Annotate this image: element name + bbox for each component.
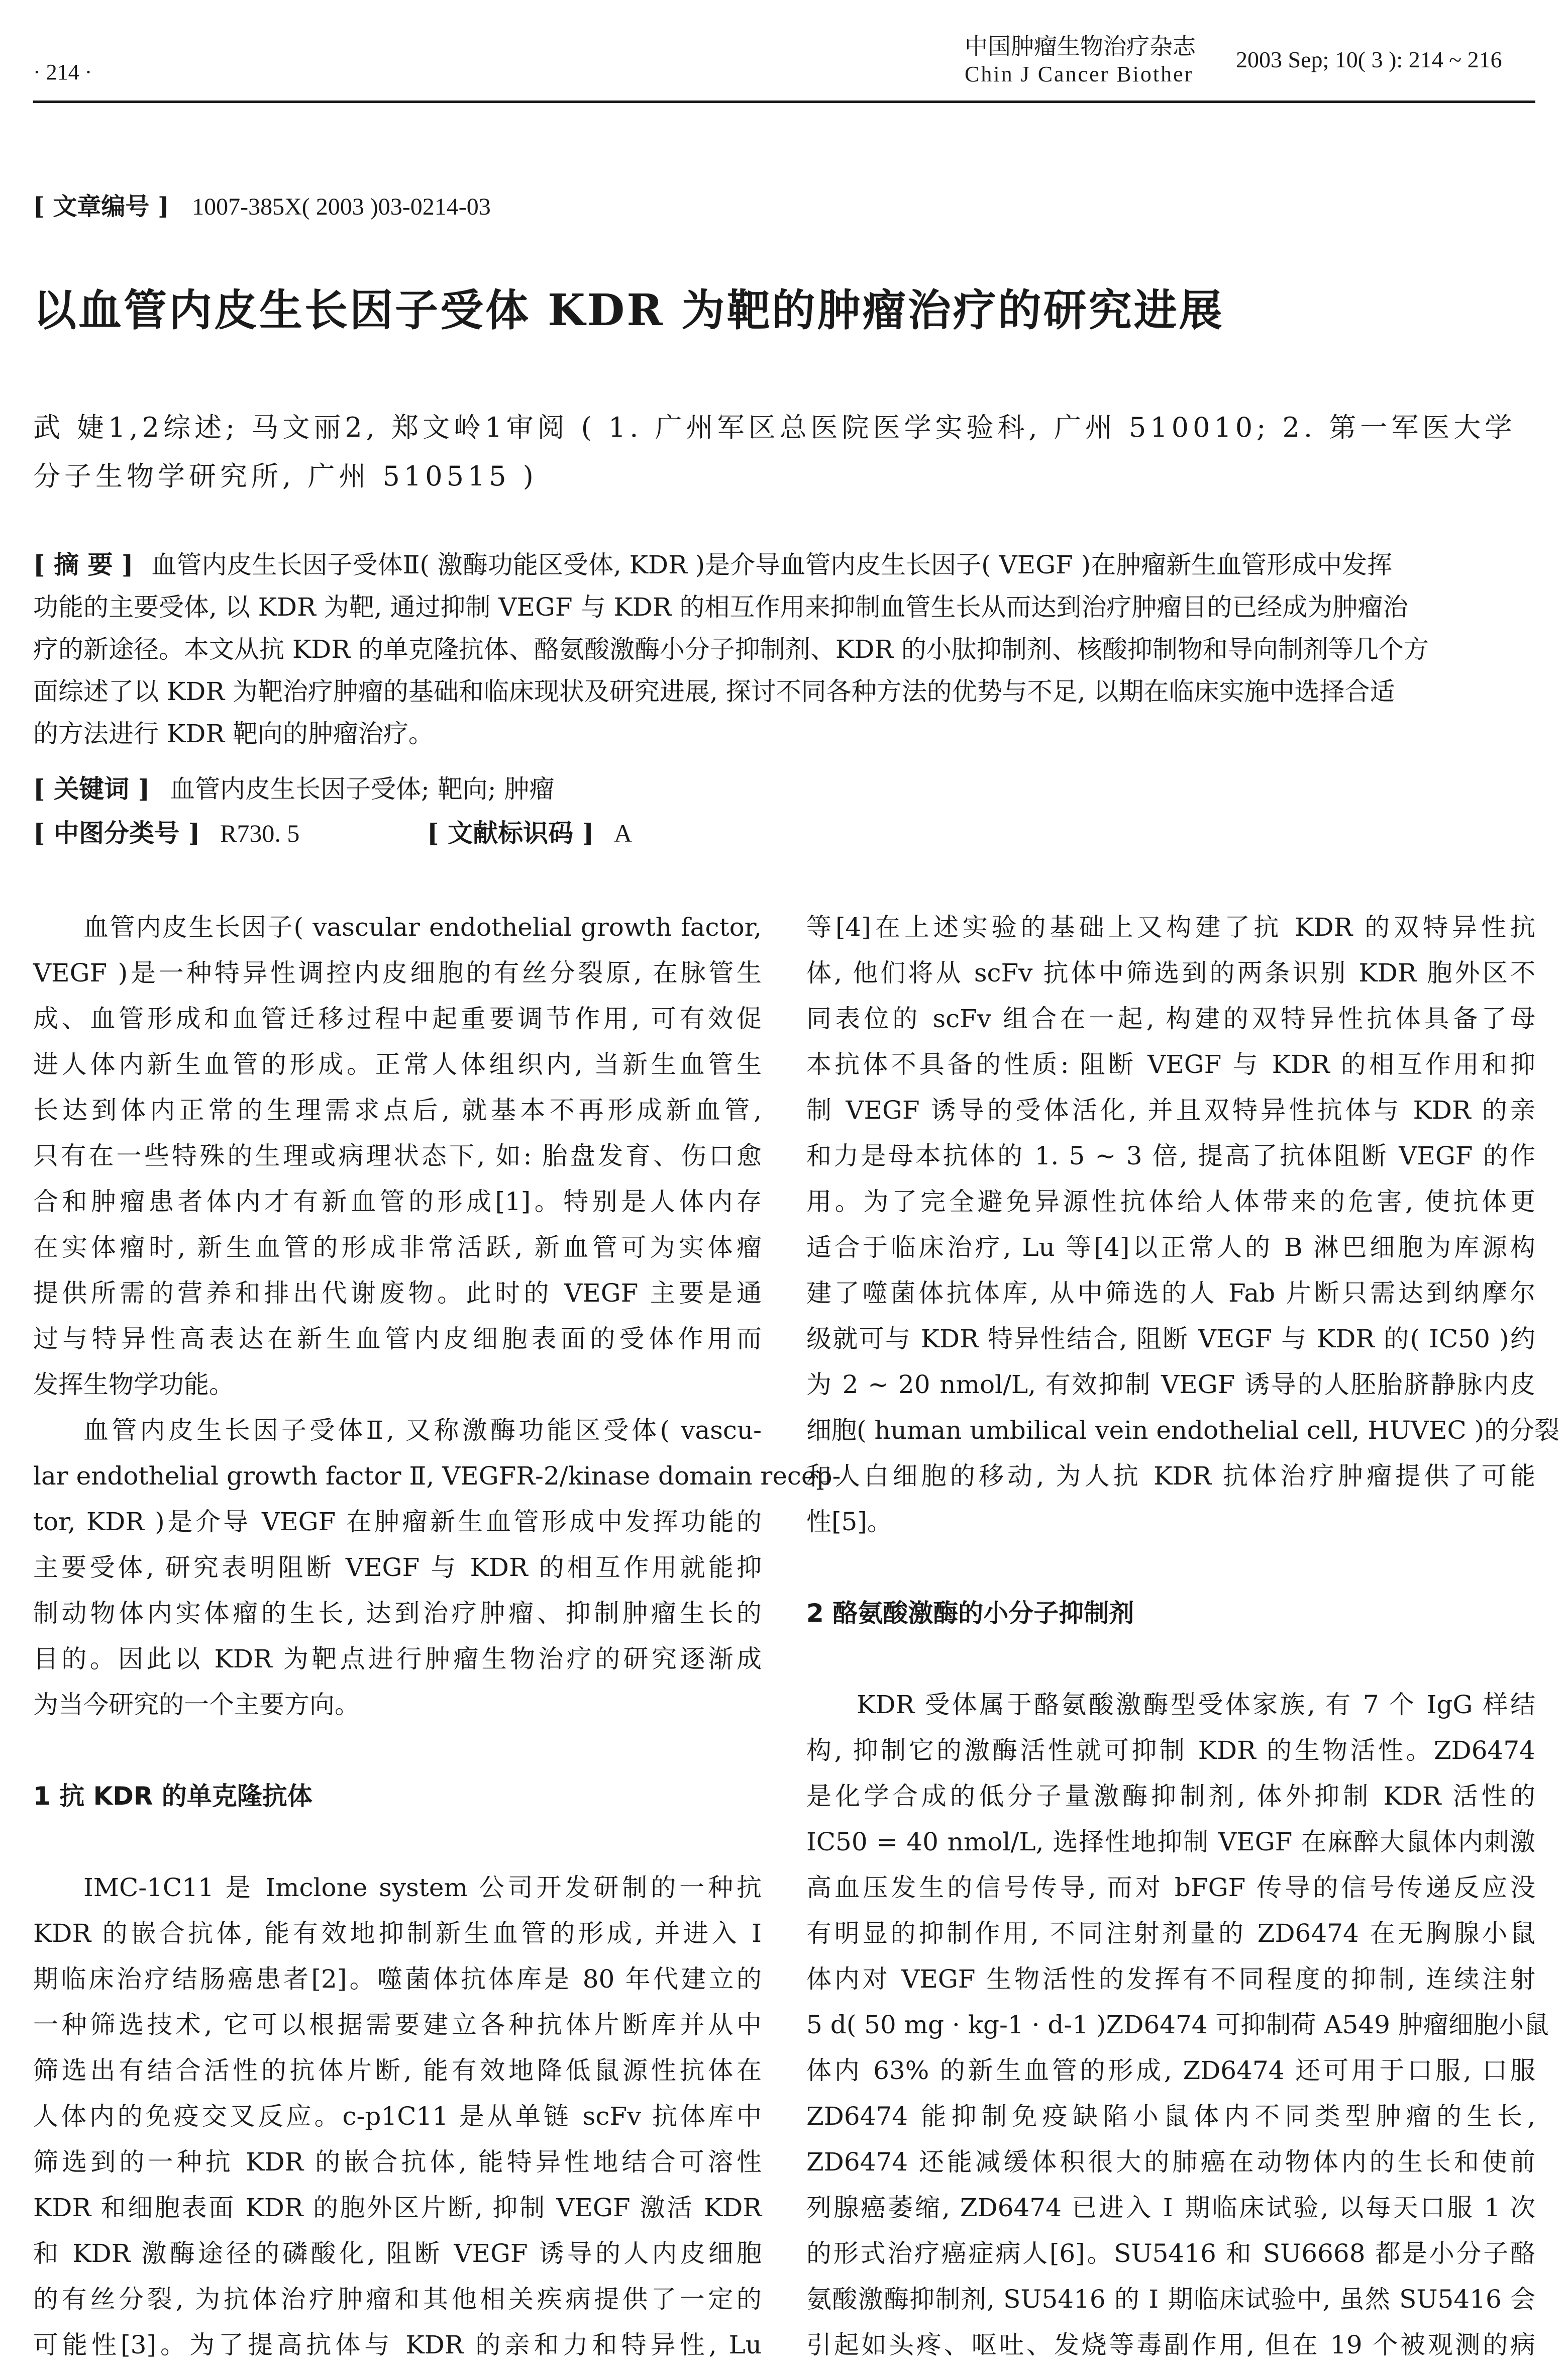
- body-text-line: 和力是母本抗体的 1. 5 ~ 3 倍, 提高了抗体阻断 VEGF 的作: [806, 1141, 1535, 1170]
- body-text-line: 主要受体, 研究表明阻断 VEGF 与 KDR 的相互作用就能抑: [33, 1553, 762, 1582]
- body-text-line: 可能性[3]。为了提高抗体与 KDR 的亲和力和特异性, Lu: [33, 2330, 762, 2359]
- body-text-line: 只有在一些特殊的生理或病理状态下, 如: 胎盘发育、伤口愈: [33, 1141, 762, 1170]
- journal-title-cn: 中国肿瘤生物治疗杂志: [965, 33, 1196, 60]
- body-text-line: 本抗体不具备的性质: 阻断 VEGF 与 KDR 的相互作用和抑: [806, 1050, 1535, 1079]
- body-text-line: tor, KDR )是介导 VEGF 在肿瘤新生血管形成中发挥功能的: [33, 1507, 762, 1536]
- body-text-line: 为 2 ~ 20 nmol/L, 有效抑制 VEGF 诱导的人胚胎脐静脉内皮: [806, 1370, 1535, 1399]
- keywords: [33, 769, 555, 805]
- article-number: [33, 187, 491, 222]
- body-text-line: 目的。因此以 KDR 为靶点进行肿瘤生物治疗的研究逐渐成: [33, 1644, 762, 1673]
- body-text-line: 筛选出有结合活性的抗体片断, 能有效地降低鼠源性抗体在: [33, 2056, 762, 2085]
- body-text-line: 有明显的抑制作用, 不同注射剂量的 ZD6474 在无胸腺小鼠: [806, 1919, 1535, 1948]
- body-text-line: lar endothelial growth factor Ⅱ, VEGFR-2/kinase domain recep-: [33, 1461, 841, 1491]
- body-text-line: 和人白细胞的移动, 为人抗 KDR 抗体治疗肿瘤提供了可能: [806, 1461, 1535, 1491]
- body-text-line: IC50 = 40 nmol/L, 选择性地抑制 VEGF 在麻醉大鼠体内刺激: [806, 1827, 1535, 1856]
- paragraph-gap: [806, 1636, 1535, 1682]
- body-text-line: 和 KDR 激酶途径的磷酸化, 阻断 VEGF 诱导的人内皮细胞: [33, 2239, 762, 2268]
- body-text-line: KDR 的嵌合抗体, 能有效地抑制新生血管的形成, 并进入 Ⅰ: [33, 1919, 762, 1948]
- body-text-line: 期临床治疗结肠癌患者[2]。噬菌体抗体库是 80 年代建立的: [33, 1964, 762, 1994]
- body-text-line: VEGF )是一种特异性调控内皮细胞的有丝分裂原, 在脉管生: [33, 958, 762, 988]
- body-text-line: 的形式治疗癌症病人[6]。SU5416 和 SU6668 都是小分子酪: [806, 2239, 1535, 2268]
- abstract-label: [ 摘 要 ]: [33, 550, 134, 579]
- clc-value: R730. 5: [220, 819, 300, 847]
- body-text-line: 5 d( 50 mg · kg-1 · d-1 )ZD6474 可抑制荷 A549 肿瘤细胞小鼠: [806, 2010, 1549, 2039]
- abstract-line: 的方法进行 KDR 靶向的肿瘤治疗。: [33, 719, 434, 748]
- document-code-label: [ 文献标识码 ]: [427, 818, 594, 848]
- body-text-line: 在实体瘤时, 新生血管的形成非常活跃, 新血管可为实体瘤: [33, 1233, 762, 1262]
- abstract-text: 血管内皮生长因子受体Ⅱ( 激酶功能区受体, KDR )是介导血管内皮生长因子( VEGF )在肿瘤新生血管形成中发挥: [151, 550, 1393, 579]
- body-text-line: 一种筛选技术, 它可以根据需要建立各种抗体片断库并从中: [33, 2010, 762, 2039]
- article-number-value: 1007-385X( 2003 )03-0214-03: [192, 193, 491, 220]
- body-text-line: 体内对 VEGF 生物活性的发挥有不同程度的抑制, 连续注射: [806, 1964, 1535, 1994]
- body-text-line: 氨酸激酶抑制剂, SU5416 的 Ⅰ 期临床试验中, 虽然 SU5416 会: [806, 2285, 1535, 2314]
- body-text-line: 血管内皮生长因子受体Ⅱ, 又称激酶功能区受体( vascu-: [83, 1416, 762, 1445]
- body-text-line: 构, 抑制它的激酶活性就可抑制 KDR 的生物活性。ZD6474: [806, 1736, 1535, 1765]
- body-column-right: [806, 905, 1560, 2368]
- body-text-line: 合和肿瘤患者体内才有新血管的形成[1]。特别是人体内存: [33, 1187, 762, 1216]
- clc-label: [ 中图分类号 ]: [33, 818, 200, 848]
- article-number-label: [ 文章编号 ]: [33, 192, 169, 221]
- body-text-line: KDR 受体属于酪氨酸激酶型受体家族, 有 7 个 IgG 样结: [857, 1690, 1535, 1719]
- body-text-line: 体内 63% 的新生血管的形成, ZD6474 还可用于口服, 口服: [806, 2056, 1535, 2085]
- body-text-line: 同表位的 scFv 组合在一起, 构建的双特异性抗体具备了母: [806, 1004, 1535, 1033]
- body-text-line: IMC-1C11 是 Imclone system 公司开发研制的一种抗: [83, 1873, 762, 1902]
- body-text-line: 等[4]在上述实验的基础上又构建了抗 KDR 的双特异性抗: [806, 913, 1535, 942]
- keywords-value: 血管内皮生长因子受体; 靶向; 肿瘤: [170, 774, 555, 804]
- paragraph-gap: [33, 1819, 762, 1865]
- document-code-value: A: [614, 819, 633, 847]
- body-text-line: 制动物体内实体瘤的生长, 达到治疗肿瘤、抑制肿瘤生长的: [33, 1599, 762, 1628]
- body-text-line: 为当今研究的一个主要方向。: [33, 1690, 360, 1719]
- body-text-line: 制 VEGF 诱导的受体活化, 并且双特异性抗体与 KDR 的亲: [806, 1096, 1535, 1125]
- body-text-line: 的有丝分裂, 为抗体治疗肿瘤和其他相关疾病提供了一定的: [33, 2285, 762, 2314]
- journal-title-en: Chin J Cancer Biother: [965, 62, 1194, 86]
- body-text-line: 是化学合成的低分子量激酶抑制剂, 体外抑制 KDR 活性的: [806, 1782, 1535, 1811]
- authors-line-2: 分子生物学研究所, 广州 510515 ): [33, 460, 538, 492]
- journal-citation: 2003 Sep; 10( 3 ): 214 ~ 216: [1236, 47, 1502, 72]
- body-text-line: 过与特异性高表达在新生血管内皮细胞表面的受体作用而: [33, 1324, 762, 1353]
- body-text-line: 列腺癌萎缩, ZD6474 已进入 Ⅰ 期临床试验, 以每天口服 1 次: [806, 2193, 1535, 2222]
- body-text-line: 提供所需的营养和排出代谢废物。此时的 VEGF 主要是通: [33, 1278, 762, 1308]
- section-heading: 2 酪氨酸激酶的小分子抑制剂: [806, 1599, 1134, 1628]
- body-text-line: ZD6474 能抑制免疫缺陷小鼠体内不同类型肿瘤的生长,: [806, 2102, 1535, 2131]
- abstract-line: 疗的新途径。本文从抗 KDR 的单克隆抗体、酪氨酸激酶小分子抑制剂、KDR 的小肽抑制剂、核酸抑制物和导向制剂等几个方: [33, 635, 1429, 664]
- body-text-line: 性[5]。: [806, 1507, 892, 1536]
- abstract-line: 面综述了以 KDR 为靶治疗肿瘤的基础和临床现状及研究进展, 探讨不同各种方法的优势与不足, 以期在临床实施中选择合适: [33, 677, 1395, 706]
- body-text-line: 长达到体内正常的生理需求点后, 就基本不再形成新血管,: [33, 1096, 762, 1125]
- clc-number: [33, 813, 299, 849]
- body-text-line: 级就可与 KDR 特异性结合, 阻断 VEGF 与 KDR 的( IC50 )约: [806, 1324, 1535, 1353]
- abstract-line: [33, 544, 1535, 586]
- body-text-line: 体, 他们将从 scFv 抗体中筛选到的两条识别 KDR 胞外区不: [806, 958, 1535, 988]
- body-column-left: [33, 905, 841, 2368]
- body-text-line: 人体内的免疫交叉反应。c-p1C11 是从单链 scFv 抗体库中: [33, 2102, 762, 2131]
- page-number: · 214 ·: [33, 60, 92, 84]
- header-rule: [33, 101, 1535, 103]
- authors-line-1: 武 婕1,2综述; 马文丽2, 郑文岭1审阅 ( 1. 广州军区总医院医学实验科, 广州 510010; 2. 第一军医大学: [33, 412, 1516, 443]
- paragraph-gap: [806, 1545, 1535, 1591]
- body-text-line: 适合于临床治疗, Lu 等[4]以正常人的 B 淋巴细胞为库源构: [806, 1233, 1535, 1262]
- body-text-line: ZD6474 还能减缓体积很大的肺癌在动物体内的生长和使前: [806, 2147, 1535, 2177]
- section-heading: 1 抗 KDR 的单克隆抗体: [33, 1782, 312, 1811]
- body-text-line: 细胞( human umbilical vein endothelial cell, HUVEC )的分裂: [806, 1416, 1560, 1445]
- body-text-line: KDR 和细胞表面 KDR 的胞外区片断, 抑制 VEGF 激活 KDR: [33, 2193, 762, 2222]
- body-text-line: 血管内皮生长因子( vascular endothelial growth factor,: [83, 913, 762, 942]
- abstract-line: 功能的主要受体, 以 KDR 为靶, 通过抑制 VEGF 与 KDR 的相互作用来抑制血管生长从而达到治疗肿瘤目的已经成为肿瘤治: [33, 593, 1408, 622]
- body-text-line: 筛选到的一种抗 KDR 的嵌合抗体, 能特异性地结合可溶性: [33, 2147, 762, 2177]
- keywords-label: [ 关键词 ]: [33, 774, 150, 804]
- body-text-line: 引起如头疼、呕吐、发烧等毒副作用, 但在 19 个被观测的病: [806, 2330, 1535, 2359]
- body-text-line: 高血压发生的信号传导, 而对 bFGF 传导的信号传递反应没: [806, 1873, 1535, 1902]
- body-text-line: 建了噬菌体抗体库, 从中筛选的人 Fab 片断只需达到纳摩尔: [806, 1278, 1535, 1308]
- article-title: 以血管内皮生长因子受体 KDR 为靶的肿瘤治疗的研究进展: [33, 285, 1224, 336]
- document-code: [427, 813, 632, 849]
- body-text-line: 用。为了完全避免异源性抗体给人体带来的危害, 使抗体更: [806, 1187, 1535, 1216]
- body-text-line: 成、血管形成和血管迁移过程中起重要调节作用, 可有效促: [33, 1004, 762, 1033]
- body-text-line: 进人体内新生血管的形成。正常人体组织内, 当新生血管生: [33, 1050, 762, 1079]
- paragraph-gap: [33, 1728, 762, 1773]
- body-text-line: 发挥生物学功能。: [33, 1370, 234, 1399]
